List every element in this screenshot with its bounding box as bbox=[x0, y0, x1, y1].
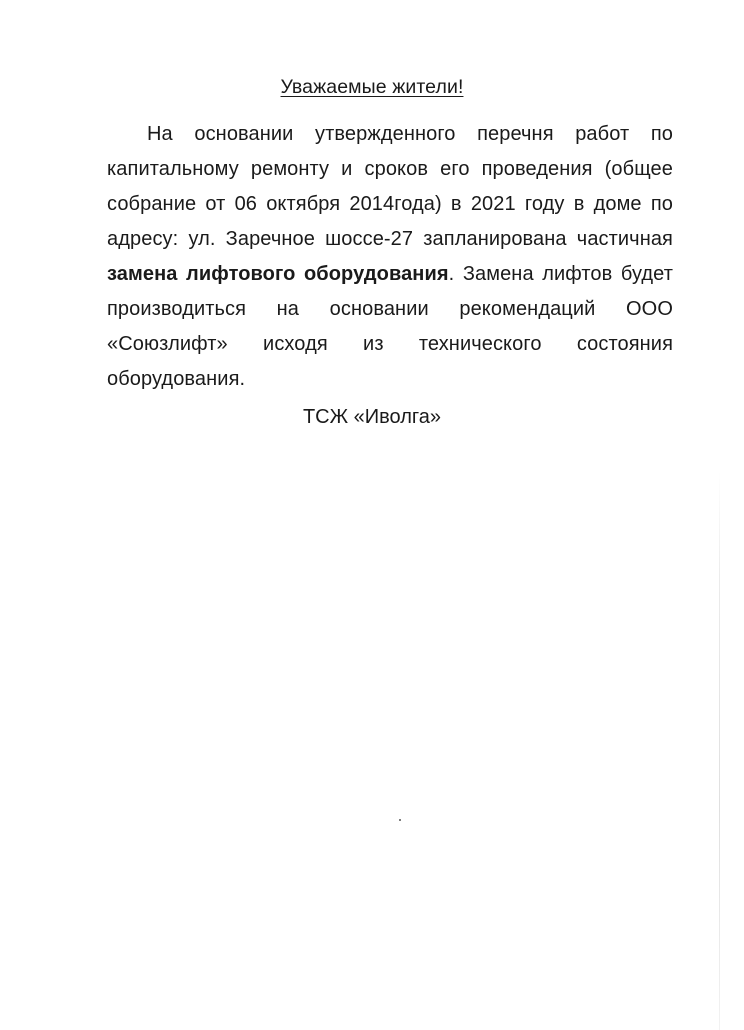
notice-emphasis: замена лифтового оборудования bbox=[107, 263, 449, 285]
scan-edge-line bbox=[719, 470, 720, 1030]
notice-heading: Уважаемые жители! bbox=[280, 76, 464, 98]
notice-text-part1: На основании утвержденного перечня работ по капитальному ремонту и сроков его проведения (общее собрание от 06 октября 2014года) в 2021 году в доме по адресу: ул. Заречное шоссе-27 запланирована частичная bbox=[107, 123, 673, 250]
notice-signature: ТСЖ «Иволга» bbox=[302, 406, 442, 428]
notice-body bbox=[107, 117, 673, 397]
notice-text-part2: . Замена лифтов будет производиться на основании рекомендаций ООО «Союзлифт» исходя из технического состояния оборудования. bbox=[107, 263, 673, 390]
scan-speck bbox=[399, 819, 401, 821]
